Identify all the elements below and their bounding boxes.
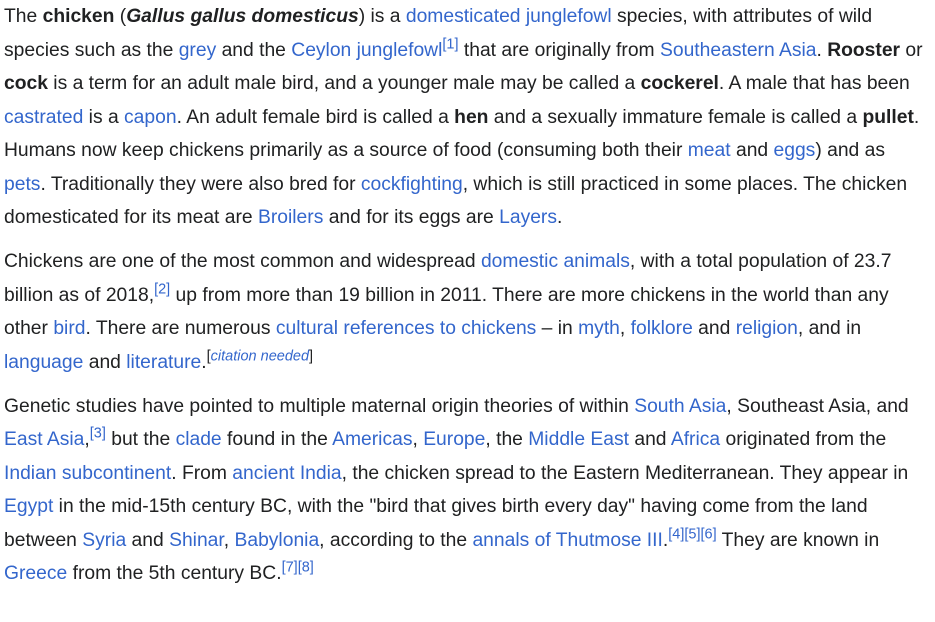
- link-babylonia[interactable]: Babylonia: [234, 529, 320, 551]
- text: ,: [412, 429, 424, 450]
- text: ) and as: [815, 140, 885, 161]
- text: ) is a: [358, 6, 406, 27]
- paragraph-genetics: [4, 390, 932, 591]
- text: .: [816, 39, 828, 61]
- text: The: [4, 6, 43, 27]
- link-bird[interactable]: bird: [53, 318, 86, 339]
- link-religion[interactable]: religion: [735, 318, 798, 339]
- link-layers[interactable]: Layers: [499, 207, 557, 228]
- text: ,: [619, 318, 631, 339]
- text: . A male that has been: [718, 73, 910, 94]
- text: and a sexually immature female is called a: [488, 106, 863, 128]
- text: , which is still practiced in some places. The chicken domesticated for its meat are: [4, 173, 908, 228]
- link-shinar[interactable]: Shinar: [169, 529, 224, 551]
- link-domestic-animals[interactable]: domestic animals: [480, 251, 630, 272]
- text: from the 5th century BC.: [67, 563, 282, 584]
- text: in the mid-15th century BC, with the "bird that gives birth every day" having come from the land between: [4, 496, 868, 551]
- text: . From: [171, 462, 233, 484]
- text: or: [900, 39, 923, 61]
- text: found in the: [221, 429, 333, 450]
- reference-6[interactable]: [6]: [700, 526, 717, 543]
- link-greece[interactable]: Greece: [4, 563, 68, 584]
- text: that are originally from: [458, 39, 660, 61]
- text: , with a total population of 23.7 billion as of 2018,: [4, 251, 892, 306]
- text: ,: [223, 529, 235, 551]
- paragraph-population: [4, 245, 932, 379]
- article-body: [4, 0, 932, 591]
- citation-needed-link[interactable]: citation needed: [210, 348, 310, 365]
- link-language[interactable]: language: [4, 351, 84, 373]
- binomial-name: Gallus gallus domesticus: [126, 6, 359, 27]
- bold-term-rooster: Rooster: [827, 39, 901, 61]
- text: originated from the: [720, 429, 887, 450]
- text: . Traditionally they were also bred for: [40, 173, 361, 195]
- link-syria[interactable]: Syria: [82, 529, 127, 551]
- text: . An adult female bird is called a: [176, 106, 455, 128]
- text: . Humans now keep chickens primarily as a source of food (consuming both their: [4, 106, 920, 161]
- link-cockfighting[interactable]: cockfighting: [360, 173, 463, 195]
- link-egypt[interactable]: Egypt: [4, 496, 54, 517]
- link-southeastern-asia[interactable]: Southeastern Asia: [659, 39, 817, 61]
- link-domesticated-junglefowl[interactable]: domesticated junglefowl: [405, 6, 612, 27]
- link-folklore[interactable]: folklore: [630, 318, 693, 339]
- text: ,: [84, 429, 90, 450]
- text: is a: [83, 106, 125, 128]
- text: and: [629, 429, 671, 450]
- link-meat[interactable]: meat: [687, 140, 731, 161]
- text: species, with attributes of wild species such as the: [4, 6, 873, 61]
- text: but the: [105, 429, 176, 450]
- paragraph-intro: [4, 0, 932, 235]
- link-africa[interactable]: Africa: [670, 429, 721, 450]
- text: – in: [536, 318, 579, 339]
- text: is a term for an adult male bird, and a younger male may be called a: [47, 73, 641, 94]
- link-indian-subcontinent[interactable]: Indian subcontinent: [4, 462, 172, 484]
- bold-term-cock: cock: [4, 73, 48, 94]
- text: , the chicken spread to the Eastern Mediterranean. They appear in: [341, 462, 909, 484]
- link-south-asia[interactable]: South Asia: [634, 395, 727, 417]
- text: , and in: [797, 318, 862, 339]
- reference-5[interactable]: [5]: [684, 526, 701, 543]
- bold-term-chicken: chicken: [42, 6, 115, 27]
- reference-8[interactable]: [8]: [297, 559, 314, 576]
- link-castrated[interactable]: castrated: [4, 106, 84, 128]
- link-cultural-references[interactable]: cultural references to chickens: [275, 318, 537, 339]
- text: Genetic studies have pointed to multiple maternal origin theories of within: [4, 395, 635, 417]
- link-eggs[interactable]: eggs: [773, 140, 816, 161]
- text: and for its eggs are: [323, 207, 500, 228]
- text: Chickens are one of the most common and widespread: [4, 251, 481, 272]
- text: . There are numerous: [85, 318, 276, 339]
- link-literature[interactable]: literature: [126, 351, 202, 373]
- text: , the: [485, 429, 529, 450]
- link-europe[interactable]: Europe: [423, 429, 486, 450]
- link-grey[interactable]: grey: [178, 39, 217, 61]
- text: (: [114, 6, 127, 27]
- link-broilers[interactable]: Broilers: [257, 207, 324, 228]
- link-capon[interactable]: capon: [124, 106, 177, 128]
- text: , according to the: [319, 529, 473, 551]
- bold-term-cockerel: cockerel: [640, 73, 719, 94]
- reference-4[interactable]: [4]: [668, 526, 685, 543]
- link-pets[interactable]: pets: [4, 173, 41, 195]
- link-myth[interactable]: myth: [578, 318, 620, 339]
- link-ancient-india[interactable]: ancient India: [232, 462, 342, 484]
- link-americas[interactable]: Americas: [332, 429, 413, 450]
- text: and: [692, 318, 736, 339]
- text: .: [557, 207, 563, 228]
- text: .: [662, 529, 669, 551]
- reference-7[interactable]: [7]: [281, 559, 298, 576]
- text: and: [730, 140, 774, 161]
- reference-3[interactable]: [3]: [89, 425, 106, 442]
- link-east-asia[interactable]: East Asia: [4, 429, 85, 450]
- bold-term-pullet: pullet: [862, 106, 914, 128]
- text: .: [201, 351, 207, 373]
- text: up from more than 19 billion in 2011. There are more chickens in the world than any other: [4, 284, 889, 339]
- link-annals-of-thutmose-iii[interactable]: annals of Thutmose III: [472, 529, 663, 551]
- reference-2[interactable]: [2]: [154, 281, 171, 298]
- text: and: [126, 529, 170, 551]
- link-middle-east[interactable]: Middle East: [528, 429, 629, 450]
- text: , Southeast Asia, and: [726, 395, 909, 417]
- citation-needed: [citation needed]: [206, 348, 314, 365]
- text: They are known in: [716, 529, 880, 551]
- link-ceylon-junglefowl[interactable]: Ceylon junglefowl: [291, 39, 443, 61]
- text: and the: [216, 39, 292, 61]
- link-clade[interactable]: clade: [175, 429, 222, 450]
- text: and: [83, 351, 127, 373]
- bold-term-hen: hen: [454, 106, 489, 128]
- reference-1[interactable]: [1]: [442, 36, 459, 53]
